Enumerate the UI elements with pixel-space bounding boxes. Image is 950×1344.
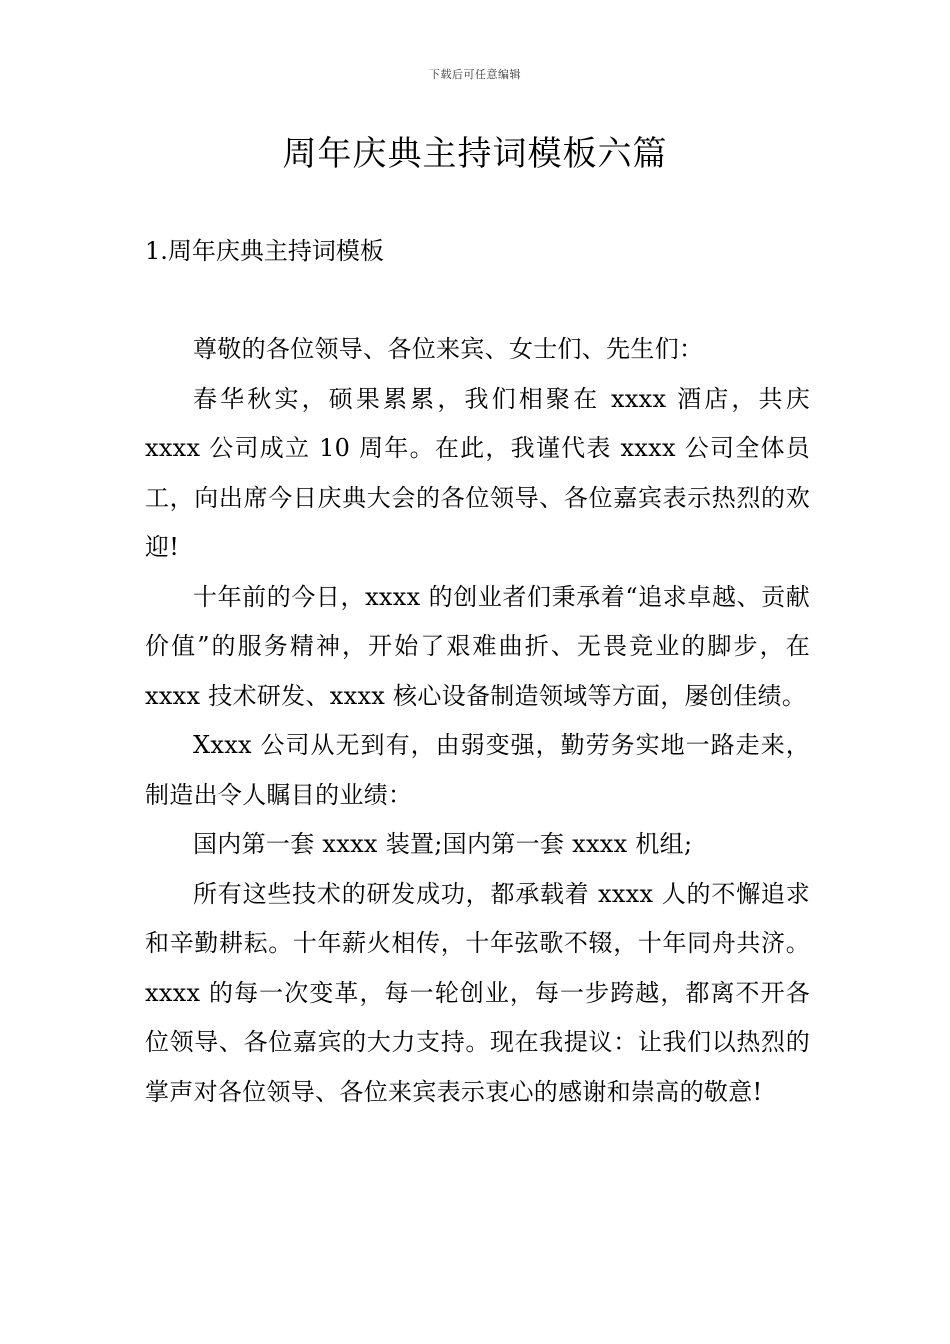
- document-body: [145, 325, 810, 1117]
- section-heading: 1.周年庆典主持词模板: [145, 237, 384, 265]
- document-title: 周年庆典主持词模板六篇: [282, 134, 668, 174]
- paragraph-welcome: 春华秋实，硕果累累，我们相聚在 xxxx 酒店，共庆 xxxx 公司成立 10 周年。在此，我谨代表 xxxx 公司全体员工，向出席今日庆典大会的各位领导、各位嘉宾表示热烈的欢迎!: [145, 384, 810, 561]
- header-note: 下载后可任意编辑: [429, 68, 521, 81]
- paragraph-firsts: 国内第一套 xxxx 装置;国内第一套 xxxx 机组;: [193, 830, 693, 858]
- paragraph-salutation: 尊敬的各位领导、各位来宾、女士们、先生们：: [193, 335, 704, 363]
- paragraph-thanks: 所有这些技术的研发成功，都承载着 xxxx 人的不懈追求和辛勤耕耘。十年薪火相传，十年弦歌不辍，十年同舟共济。xxxx 的每一次变革，每一轮创业，每一步跨越，都离不开各位领导、各位嘉宾的大力支持。现在我提议：让我们以热烈的掌声对各位领导、各位来宾表示衷心的感谢和崇高的敬意!: [145, 879, 810, 1106]
- paragraph-achievements: Xxxx 公司从无到有，由弱变强，勤劳务实地一路走来，制造出令人瞩目的业绩：: [145, 731, 810, 809]
- paragraph-history: 十年前的今日，xxxx 的创业者们秉承着“追求卓越、贡献价值”的服务精神，开始了艰难曲折、无畏竞业的脚步，在 xxxx 技术研发、xxxx 核心设备制造领域等方面，屡创佳绩。: [145, 582, 810, 710]
